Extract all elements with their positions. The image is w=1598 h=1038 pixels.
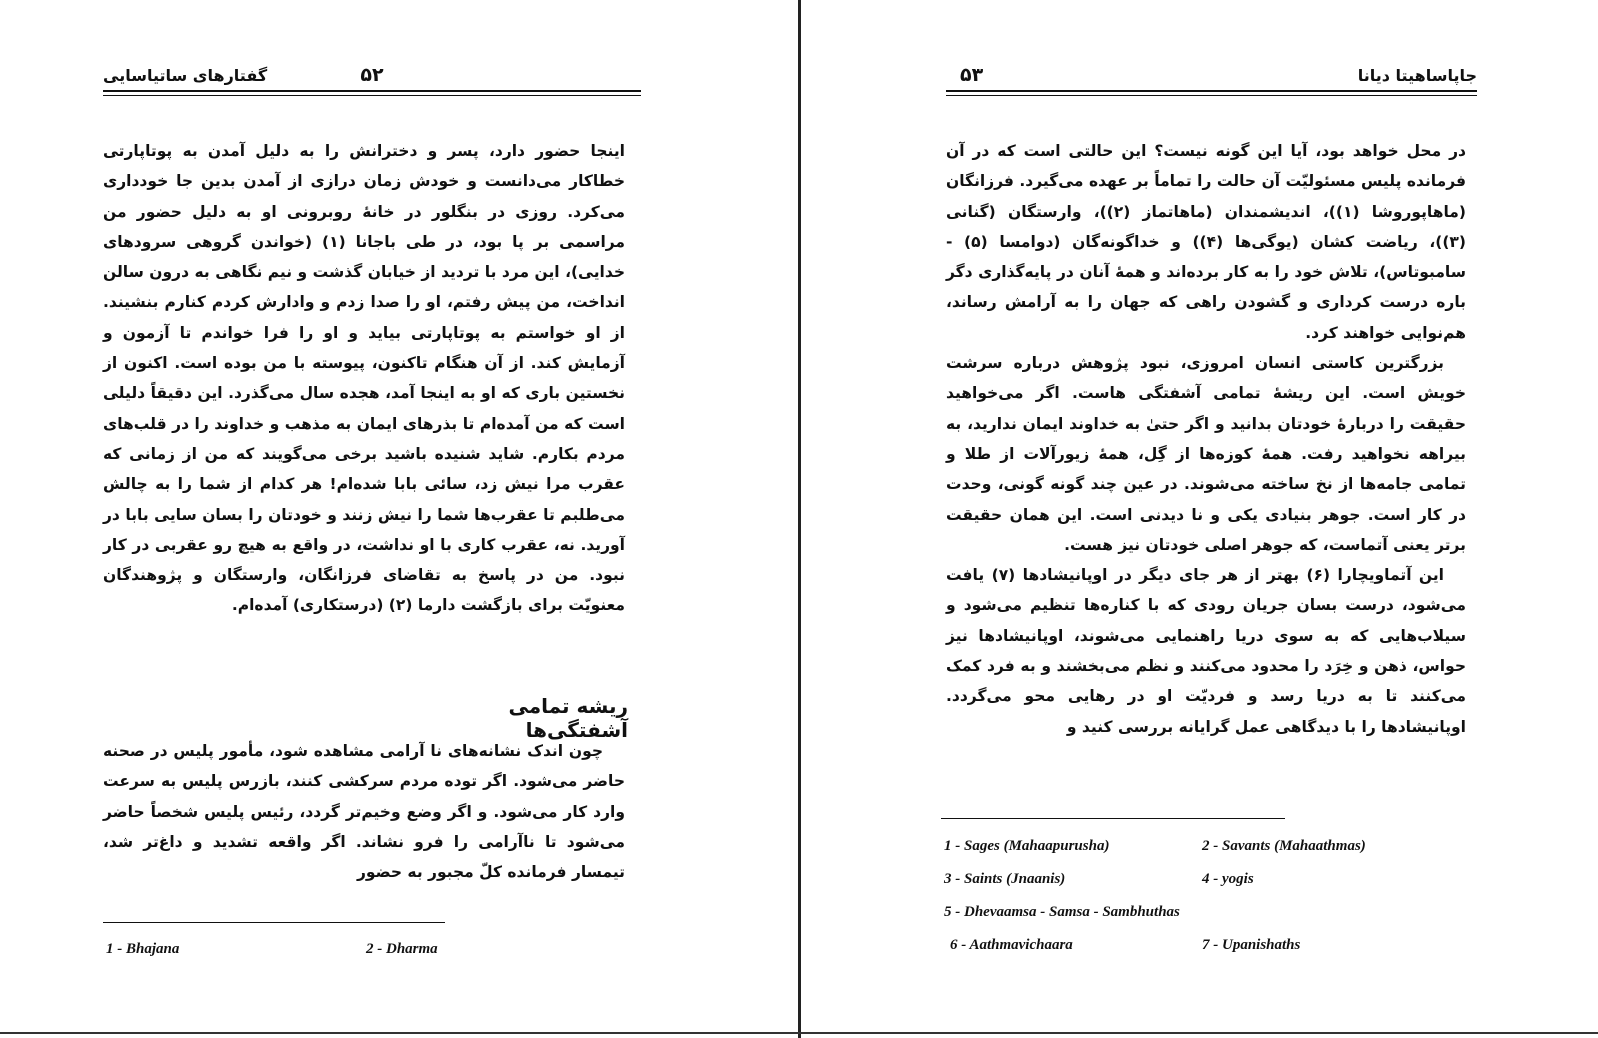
footnote: 6 - Aathmavichaara (950, 937, 1073, 953)
left-page-header (103, 62, 641, 96)
body-text (103, 736, 625, 887)
footnote: 1 - Sages (Mahaapurusha) (944, 838, 1110, 854)
header-rule-thin (103, 95, 641, 96)
footnote-rule (941, 818, 1285, 819)
paragraph: در محل خواهد بود، آیا این گونه نیست؟ این حالتی است که در آن فرمانده پلیس مسئولیّت آن حالت را تماماً بر عهده می‌گیرد. فرزانگان (ماهاپوروشا (۱))، اندیشمندان (ماهاتماز (۲))، وارستگان (گنانی (۳))، ریاضت کشان (یوگی‌ها (۴)) و خداگونه‌گان (دوامسا (۵) - سامبوتاس)، تلاش خود را به کار برده‌اند و همهٔ آنان در پایه‌گذاری دگر باره درست کرداری و گشودن راهی که جهان را به آرامش رساند، هم‌نوایی خواهند کرد. (946, 142, 1466, 342)
page-number: ۵۳ (960, 64, 984, 86)
footnote: 5 - Dhevaamsa - Samsa - Sambhuthas (944, 904, 1180, 920)
running-title: گفتارهای ساتیاسایی (103, 66, 268, 85)
paragraph: بزرگترین کاستی انسان امروزی، نبود پژوهش درباره سرشت خویش است. این ریشهٔ تمامی آشفتگی هاست. اگر می‌خواهید حقیقت را دربارهٔ خودتان بدانید و اگر حتیٰ به خداوند ایمان ندارید، به بیراهه نخواهید رفت. همهٔ کوزه‌ها از گِل، همهٔ زیورآلات از طلا و تمامی جامه‌ها از نخ ساخته می‌شوند. در عین چند گونه گونی، وحدت در کار است. جوهر بنیادی یکی و نا دیدنی است. این همان حقیقت برتر یعنی آتماست، که جوهر اصلی خودتان نیز هست. (946, 354, 1466, 554)
right-page-header (946, 62, 1477, 96)
section-heading: ریشه تمامی آشفتگی‌ها (508, 694, 628, 742)
footnote: 2 - Savants (Mahaathmas) (1202, 838, 1366, 854)
right-page (801, 0, 1598, 1038)
header-rule (103, 90, 641, 92)
header-rule-thin (946, 95, 1477, 96)
body-text (103, 136, 625, 621)
footnote: 3 - Saints (Jnaanis) (944, 871, 1066, 887)
footnote: 4 - yogis (1202, 871, 1254, 887)
paragraph: چون اندک نشانه‌های نا آرامی مشاهده شود، مأمور پلیس در صحنه حاضر می‌شود. اگر توده مردم سرکشی کنند، بازرس پلیس به سرعت وارد کار می‌شود. و اگر وضع وخیم‌تر گردد، رئیس پلیس شخصاً حاضر می‌شود تا ناآرامی را فرو نشاند. اگر واقعه تشدید و داغ‌تر شد، تیمسار فرمانده کلّ مجبور به حضور (103, 742, 625, 882)
header-rule (946, 90, 1477, 92)
paragraph: اینجا حضور دارد، پسر و دخترانش را به دلیل آمدن به پوتاپارتی خطاکار می‌دانست و خودش زمان درازی از آمدن بدین جا خودداری می‌کرد. روزی در بنگلور در خانهٔ روبرونی او به دلیل حضور من مراسمی بر پا بود، در طی باجانا (۱) (خواندن گروهی سرودهای خدایی)، این مرد با تردید از خیابان گذشت و نیم نگاهی به درون سالن انداخت، من پیش رفتم، او را صدا زدم و وادارش کردم کنارم بنشیند. از او خواستم به پوتاپارتی بیاید و او را فرا خواندم تا آزمون و آزمایش کند. از آن هنگام تاکنون، پیوسته با من بوده است. اکنون از نخستین باری که او به اینجا آمد، هجده سال می‌گذرد. این دقیقاً دلیلی است که من آمده‌ام تا بذرهای ایمان به مذهب و خداوند را در قلب‌های مردم بکارم. شاید شنیده باشید برخی می‌گویند که من از زمانی که عقرب مرا نیش زد، سائی بابا شده‌ام! هر کدام از شما را به چالش می‌طلبم تا عقرب‌ها شما را نیش زنند و خودتان را بسان سایی بابا در آورید. نه، عقرب کاری با او نداشت، در واقع به هیچ رو عقربی در کار نبود. من در پاسخ به تقاضای فرزانگان، وارستگان و پژوهندگان معنویّت برای بازگشت دارما (۲) (درستکاری) آمده‌ام. (103, 142, 625, 615)
running-title: جاپاساهیتا دیانا (1357, 66, 1477, 85)
footnote: 2 - Dharma (366, 941, 438, 957)
footnote: 1 - Bhajana (106, 941, 180, 957)
page-number: ۵۲ (360, 64, 384, 86)
footnote-rule (103, 922, 445, 923)
paragraph: این آتماویچارا (۶) بهتر از هر جای دیگر در اوپانیشادها (۷) یافت می‌شود، درست بسان جریان رودی که با کناره‌ها تنظیم می‌شود و سیلاب‌هایی که به سوی دریا راهنمایی می‌شوند، اوپانیشادها نیز حواس، ذهن و خِرَد را محدود می‌کنند و نظم می‌بخشند و به فرد کمک می‌کنند تا به دریا رسد و فردیّت او در رهایی محو می‌گردد. اوپانیشادها را با دیدگاهی عمل گرایانه بررسی کنید و (946, 566, 1466, 736)
body-text (946, 136, 1466, 742)
left-page (0, 0, 798, 1038)
footnote: 7 - Upanishaths (1202, 937, 1301, 953)
